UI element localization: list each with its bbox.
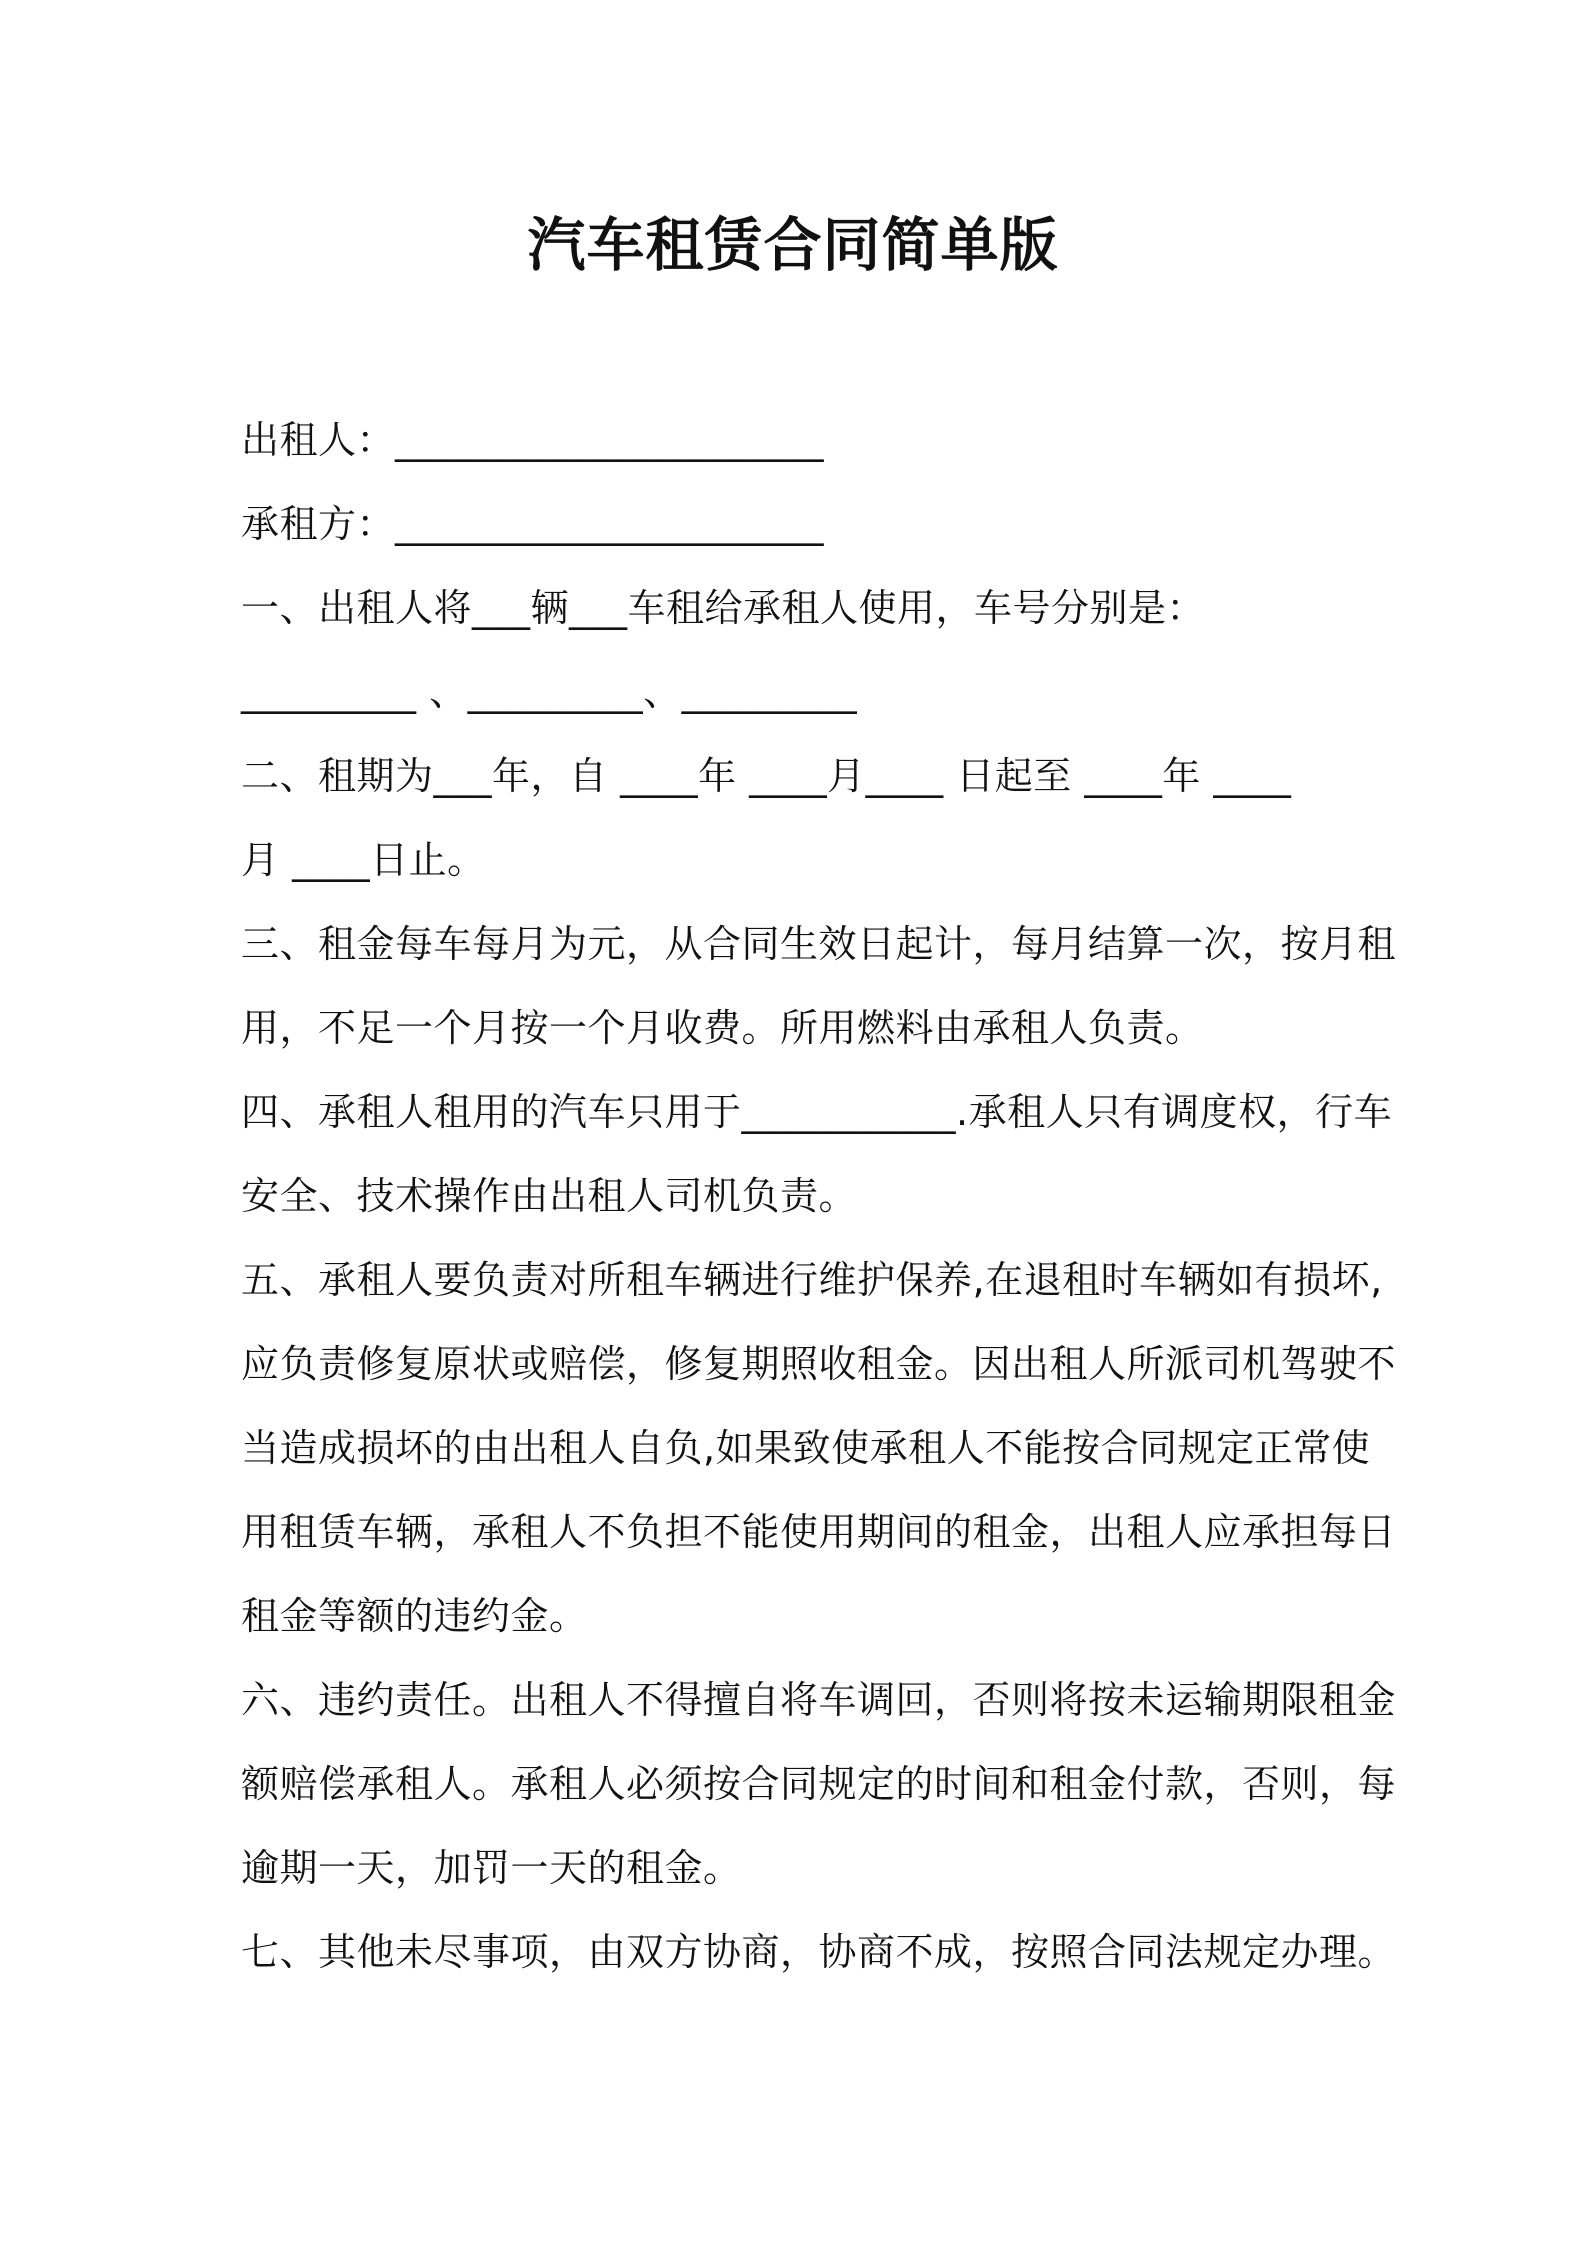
clause-5-line-1: 五、承租人要负责对所租车辆进行维护保养,在退租时车辆如有损坏, — [241, 1258, 1383, 1302]
clause-3-line-1: 三、租金每车每月为元，从合同生效日起计，每月结算一次，按月租 — [241, 922, 1397, 966]
document-title: 汽车租赁合同简单版 — [527, 211, 1059, 279]
clause-2-line-2: 月 ____日止。 — [241, 838, 486, 882]
clause-4-line-2: 安全、技术操作由出租人司机负责。 — [241, 1174, 858, 1218]
lessor-line: 出租人：______________________ — [241, 418, 825, 462]
clause-5-line-2: 应负责修复原状或赔偿，修复期照收租金。因出租人所派司机驾驶不 — [241, 1342, 1397, 1386]
clause-1-line-2: _________ 、_________、_________ — [241, 670, 858, 714]
clause-6-line-1: 六、违约责任。出租人不得擅自将车调回，否则将按未运输期限租金 — [241, 1678, 1397, 1722]
clause-5-line-3: 当造成损坏的由出租人自负,如果致使承租人不能按合同规定正常使 — [241, 1426, 1371, 1470]
clause-6-line-3: 逾期一天，加罚一天的租金。 — [241, 1846, 742, 1890]
clause-7-line-1: 七、其他未尽事项，由双方协商，协商不成，按照合同法规定办理。 — [241, 1930, 1397, 1974]
clause-3-line-2: 用，不足一个月按一个月收费。所用燃料由承租人负责。 — [241, 1006, 1204, 1050]
clause-6-line-2: 额赔偿承租人。承租人必须按合同规定的时间和租金付款，否则，每 — [241, 1762, 1397, 1806]
clause-1-line-1: 一、出租人将___辆___车租给承租人使用，车号分别是： — [241, 586, 1206, 630]
clause-5-line-5: 租金等额的违约金。 — [241, 1594, 588, 1638]
lessee-line: 承租方：______________________ — [241, 502, 825, 546]
clause-2-line-1: 二、租期为___年，自 ____年 ____月____ 日起至 ____年 ____ — [241, 754, 1292, 798]
clause-4-line-1: 四、承租人租用的汽车只用于___________.承租人只有调度权，行车 — [241, 1090, 1393, 1134]
clause-5-line-4: 用租赁车辆，承租人不负担不能使用期间的租金，出租人应承担每日 — [241, 1510, 1397, 1554]
